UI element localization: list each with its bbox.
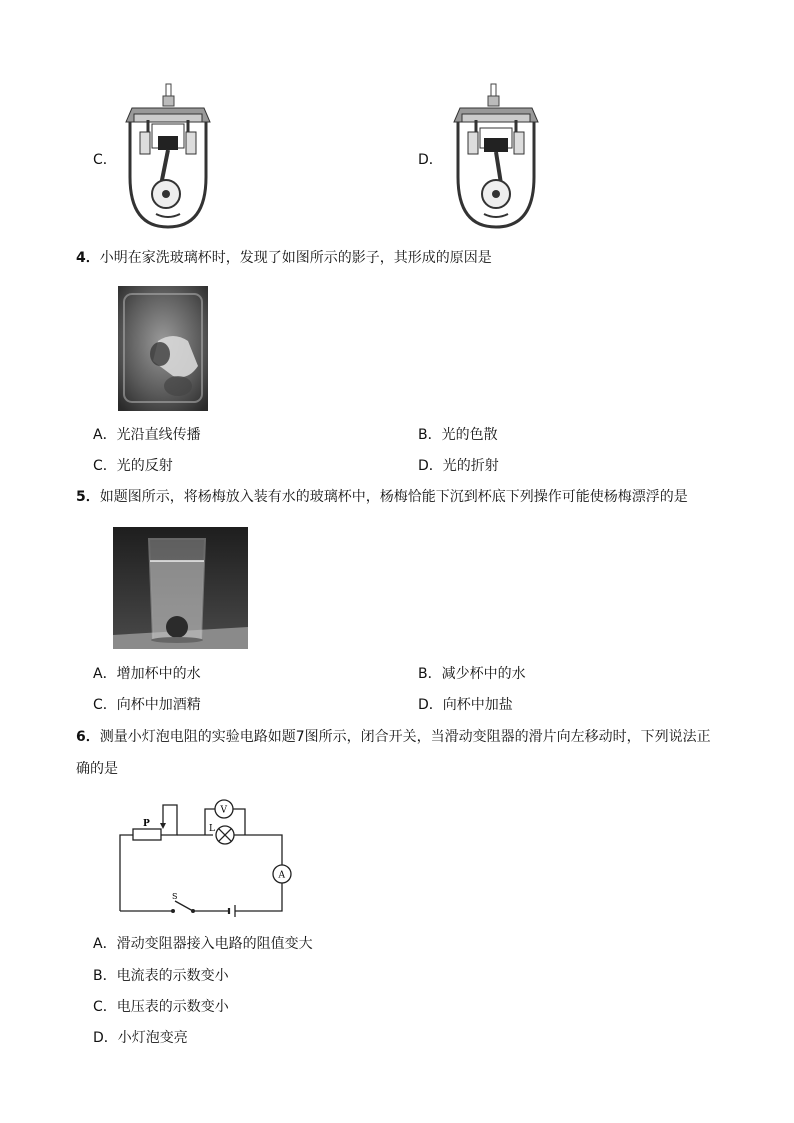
q4-option-b: B．光的色散: [418, 427, 498, 443]
question-6-stem-line2: 确的是: [76, 761, 118, 777]
option-c-label: C．: [93, 152, 117, 168]
q4-option-a: A．光沿直线传播: [93, 427, 201, 443]
switch-label: S: [172, 892, 178, 901]
q5-option-a: A．增加杯中的水: [93, 666, 201, 682]
q6-option-b: B．电流表的示数变小: [93, 968, 229, 984]
question-5-stem: 如题图所示，将杨梅放入装有水的玻璃杯中，杨梅恰能下沉到杯底下列操作可能使杨梅漂浮的是: [99, 489, 688, 505]
q5-option-b: B．减少杯中的水: [418, 666, 526, 682]
question-5-number: 5．: [76, 489, 100, 505]
glass-shadow-photo: [118, 286, 208, 411]
question-4-stem: 小明在家洗玻璃杯时，发现了如图所示的影子，其形成的原因是: [99, 250, 492, 266]
question-4-number: 4．: [76, 250, 100, 266]
bayberry-glass-photo: [113, 527, 248, 649]
circuit-diagram: [115, 793, 295, 918]
q5-option-d: D．向杯中加盐: [418, 697, 513, 713]
option-d-label: D．: [418, 152, 443, 168]
q4-option-c: C．光的反射: [93, 458, 173, 474]
voltmeter-label: V: [220, 805, 227, 816]
question-6: [76, 728, 711, 746]
question-6-stem-line1: 测量小灯泡电阻的实验电路如题7图所示，闭合开关，当滑动变阻器的滑片向左移动时，下列说法正: [99, 729, 711, 745]
q6-option-c: C．电压表的示数变小: [93, 999, 229, 1015]
lamp-label: L: [209, 824, 215, 834]
q4-option-d: D．光的折射: [418, 458, 499, 474]
q6-option-d: D．小灯泡变亮: [93, 1030, 188, 1046]
engine-diagram-d: [446, 82, 546, 232]
q5-option-c: C．向杯中加酒精: [93, 697, 201, 713]
rheostat-label: P: [143, 819, 150, 829]
ammeter-label: A: [278, 870, 285, 881]
question-6-number: 6．: [76, 729, 100, 745]
question-5: [76, 488, 688, 506]
engine-diagram-c: [118, 82, 218, 232]
q6-option-a: A．滑动变阻器接入电路的阻值变大: [93, 936, 313, 952]
question-4: [76, 249, 492, 267]
